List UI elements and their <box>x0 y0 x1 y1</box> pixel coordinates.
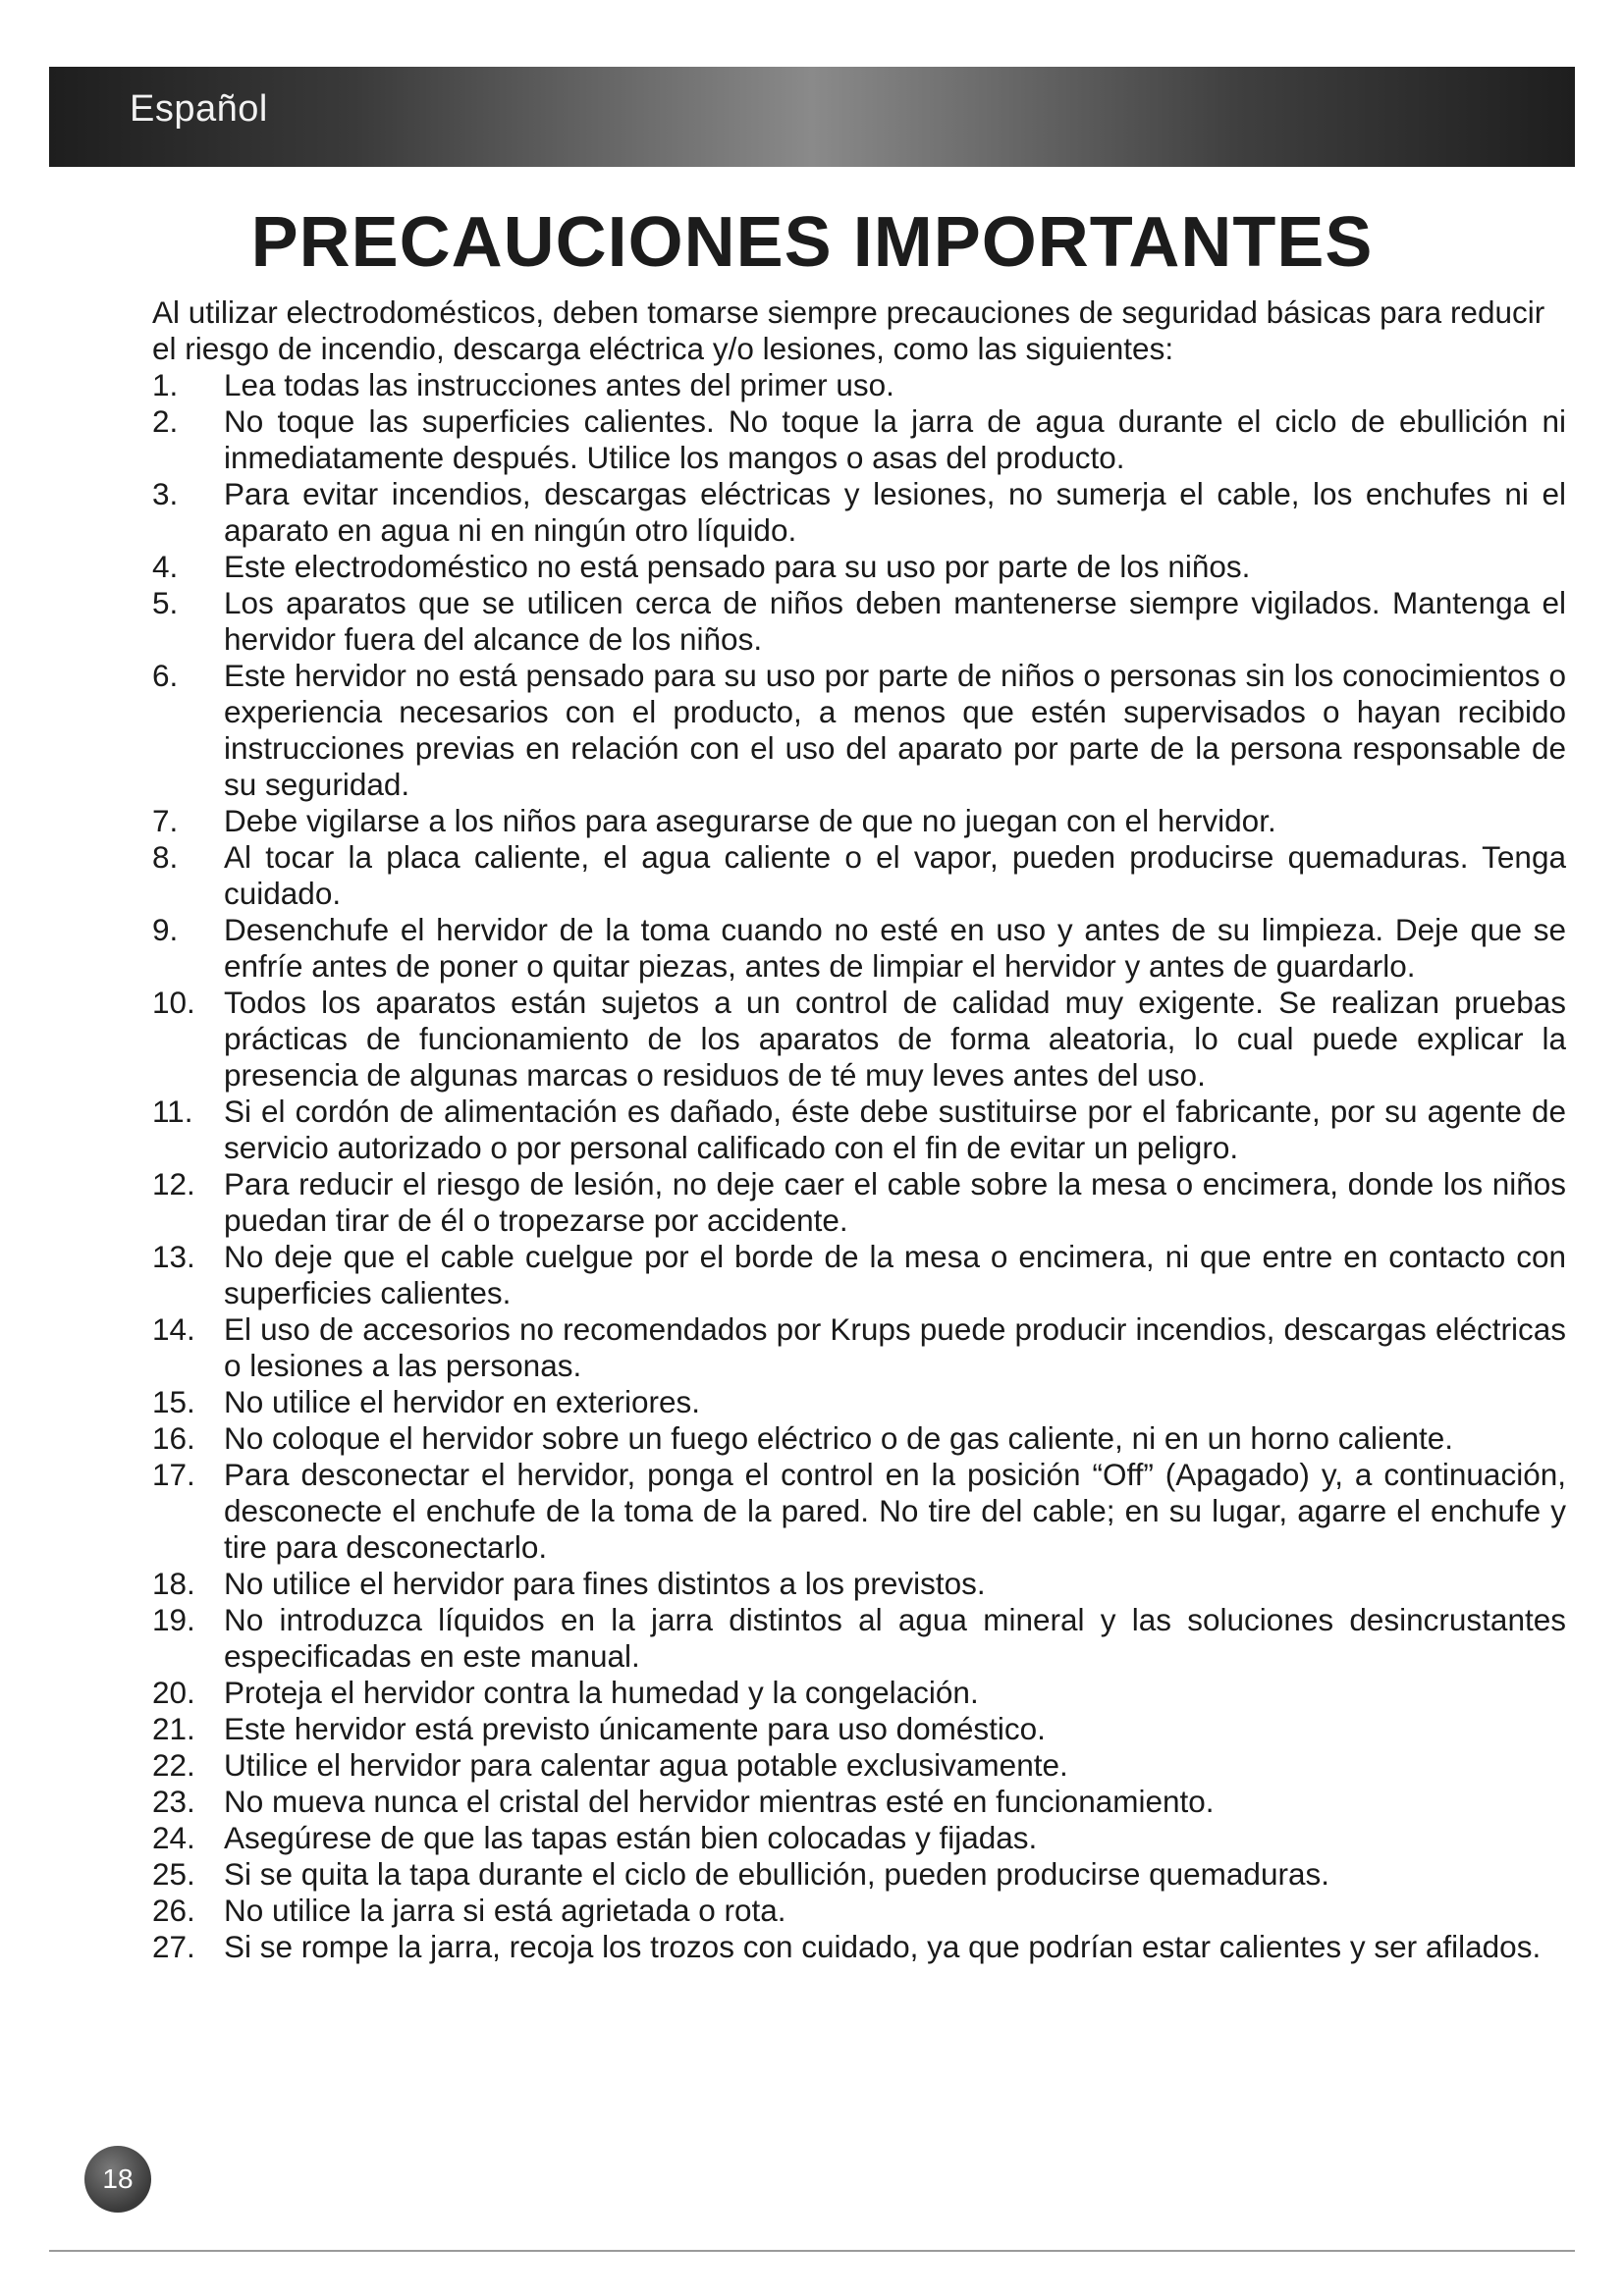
precaution-item <box>152 912 1566 985</box>
precaution-text: El uso de accesorios no recomendados por Krups puede producir incendios, descargas eléctricas o lesiones a las personas. <box>224 1311 1566 1383</box>
precaution-number: 15. <box>152 1384 195 1419</box>
precaution-text: No introduzca líquidos en la jarra distintos al agua mineral y las soluciones desincrustantes especificadas en este manual. <box>224 1602 1566 1674</box>
precaution-item <box>152 1094 1566 1166</box>
precaution-number: 3. <box>152 476 179 511</box>
precaution-text: Los aparatos que se utilicen cerca de niños deben mantenerse siempre vigilados. Mantenga el hervidor fuera del alcance de los niños. <box>224 585 1566 657</box>
precaution-item <box>152 1457 1566 1566</box>
precaution-text: Lea todas las instrucciones antes del primer uso. <box>224 367 894 402</box>
precaution-text: No mueva nunca el cristal del hervidor mientras esté en funcionamiento. <box>224 1784 1215 1819</box>
precaution-text: No utilice el hervidor para fines distintos a los previstos. <box>224 1566 986 1601</box>
page-number-badge <box>84 2146 151 2213</box>
precaution-number: 5. <box>152 585 179 620</box>
precaution-number: 16. <box>152 1420 195 1456</box>
precaution-item <box>152 1239 1566 1311</box>
precaution-text: Debe vigilarse a los niños para asegurarse de que no juegan con el hervidor. <box>224 803 1276 838</box>
precaution-text: No deje que el cable cuelgue por el borde de la mesa o encimera, ni que entre en contacto con superficies calientes. <box>224 1239 1566 1310</box>
page-title: PRECAUCIONES IMPORTANTES <box>250 203 1374 282</box>
precaution-text: Para evitar incendios, descargas eléctricas y lesiones, no sumerja el cable, los enchufes ni el aparato en agua ni en ningún otro líquido. <box>224 476 1566 548</box>
precaution-number: 12. <box>152 1166 195 1201</box>
precaution-number: 18. <box>152 1566 195 1601</box>
precaution-number: 25. <box>152 1856 195 1892</box>
precaution-text: Asegúrese de que las tapas están bien colocadas y fijadas. <box>224 1820 1038 1855</box>
precaution-item <box>152 1820 1566 1856</box>
precaution-item <box>152 476 1566 549</box>
precaution-item <box>152 1384 1566 1420</box>
precaution-item <box>152 585 1566 658</box>
precaution-text: Si se rompe la jarra, recoja los trozos con cuidado, ya que podrían estar calientes y ser afilados. <box>224 1929 1542 1964</box>
precaution-number: 24. <box>152 1820 195 1855</box>
precaution-number: 27. <box>152 1929 195 1964</box>
precaution-item <box>152 403 1566 476</box>
precaution-text: Proteja el hervidor contra la humedad y la congelación. <box>224 1675 979 1710</box>
precaution-item <box>152 1566 1566 1602</box>
precaution-number: 6. <box>152 658 179 693</box>
precaution-number: 1. <box>152 367 179 402</box>
precaution-number: 8. <box>152 839 179 875</box>
precautions-list <box>152 367 1566 1965</box>
precaution-item <box>152 367 1566 403</box>
precaution-number: 4. <box>152 549 179 584</box>
precaution-text: Este electrodoméstico no está pensado para su uso por parte de los niños. <box>224 549 1251 584</box>
precaution-number: 9. <box>152 912 179 947</box>
precaution-item <box>152 658 1566 803</box>
precaution-item <box>152 803 1566 839</box>
precaution-item <box>152 839 1566 912</box>
intro-paragraph: Al utilizar electrodomésticos, deben tomarse siempre precauciones de seguridad básicas para reducir el riesgo de incendio, descarga eléctrica y/o lesiones, como las siguientes: <box>152 294 1545 366</box>
precaution-item <box>152 1602 1566 1675</box>
precaution-item <box>152 1675 1566 1711</box>
precaution-number: 23. <box>152 1784 195 1819</box>
precaution-item <box>152 1311 1566 1384</box>
precaution-number: 10. <box>152 985 195 1020</box>
precaution-item <box>152 1711 1566 1747</box>
precaution-text: Este hervidor está previsto únicamente para uso doméstico. <box>224 1711 1046 1746</box>
precaution-number: 26. <box>152 1893 195 1928</box>
precaution-text: Para reducir el riesgo de lesión, no deje caer el cable sobre la mesa o encimera, donde los niños puedan tirar de él o tropezarse por accidente. <box>224 1166 1566 1238</box>
precaution-number: 21. <box>152 1711 195 1746</box>
precaution-number: 2. <box>152 403 179 439</box>
precaution-item <box>152 1166 1566 1239</box>
precaution-text: Utilice el hervidor para calentar agua potable exclusivamente. <box>224 1747 1068 1783</box>
precaution-number: 11. <box>152 1094 193 1129</box>
precaution-text: No toque las superficies calientes. No toque la jarra de agua durante el ciclo de ebullición ni inmediatamente después. Utilice los mangos o asas del producto. <box>224 403 1566 475</box>
precaution-text: Todos los aparatos están sujetos a un control de calidad muy exigente. Se realizan pruebas prácticas de funcionamiento de los aparatos de forma aleatoria, lo cual puede explicar la presencia de algunas marcas o residuos de té muy leves antes del uso. <box>224 985 1566 1093</box>
language-header-bar <box>49 67 1575 167</box>
precaution-item <box>152 1856 1566 1893</box>
precaution-number: 7. <box>152 803 179 838</box>
document-body <box>152 294 1566 1965</box>
precaution-text: Desenchufe el hervidor de la toma cuando no esté en uso y antes de su limpieza. Deje que se enfríe antes de poner o quitar piezas, antes de limpiar el hervidor y antes de guardarlo. <box>224 912 1566 984</box>
precaution-text: Para desconectar el hervidor, ponga el control en la posición “Off” (Apagado) y, a continuación, desconecte el enchufe de la toma de la pared. No tire del cable; en su lugar, agarre el enchufe y tire para desconectarlo. <box>224 1457 1566 1565</box>
precaution-number: 13. <box>152 1239 195 1274</box>
precaution-text: Si se quita la tapa durante el ciclo de ebullición, pueden producirse quemaduras. <box>224 1856 1329 1892</box>
footer-divider <box>49 2250 1575 2252</box>
precaution-number: 22. <box>152 1747 195 1783</box>
precaution-item <box>152 1929 1566 1965</box>
precaution-text: Al tocar la placa caliente, el agua caliente o el vapor, pueden producirse quemaduras. Tenga cuidado. <box>224 839 1566 911</box>
precaution-item <box>152 1747 1566 1784</box>
precaution-number: 17. <box>152 1457 195 1492</box>
precaution-text: No utilice la jarra si está agrietada o rota. <box>224 1893 786 1928</box>
page-number: 18 <box>102 2163 134 2194</box>
precaution-item <box>152 985 1566 1094</box>
precaution-number: 14. <box>152 1311 195 1347</box>
precaution-item <box>152 1420 1566 1457</box>
precaution-text: No utilice el hervidor en exteriores. <box>224 1384 700 1419</box>
precaution-item <box>152 549 1566 585</box>
precaution-item <box>152 1893 1566 1929</box>
language-label: Español <box>130 88 268 130</box>
precaution-number: 20. <box>152 1675 195 1710</box>
precaution-number: 19. <box>152 1602 195 1637</box>
precaution-item <box>152 1784 1566 1820</box>
precaution-text: Este hervidor no está pensado para su uso por parte de niños o personas sin los conocimientos o experiencia necesarios con el producto, a menos que estén supervisados o hayan recibido instrucciones previas en relación con el uso del aparato por parte de la persona responsable de su seguridad. <box>224 658 1566 802</box>
precaution-text: No coloque el hervidor sobre un fuego eléctrico o de gas caliente, ni en un horno caliente. <box>224 1420 1454 1456</box>
precaution-text: Si el cordón de alimentación es dañado, éste debe sustituirse por el fabricante, por su agente de servicio autorizado o por personal calificado con el fin de evitar un peligro. <box>224 1094 1566 1165</box>
